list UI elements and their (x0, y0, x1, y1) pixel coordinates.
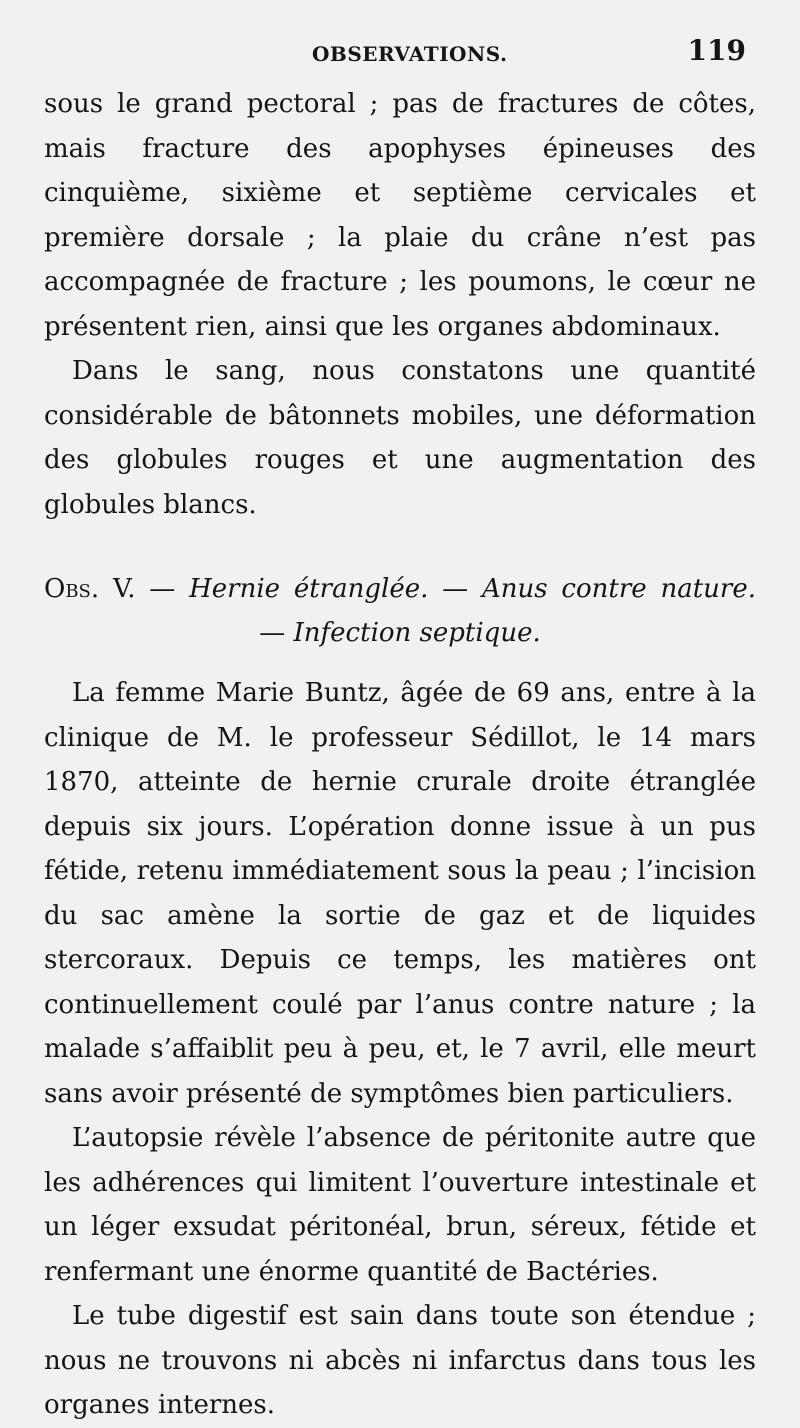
observation-title-infection: Infection septique. (293, 618, 541, 648)
paragraph-continuation: sous le grand pectoral ; pas de fractures de côtes, mais fracture des apophyses épineuses des cinquième, sixième et septième cervicales et première dorsale ; la plaie du crâne n’est pas accompagnée de fracture ; les poumons, le cœur ne présentent rien, ainsi que les organes abdominaux. (44, 89, 756, 342)
running-title: OBSERVATIONS. (312, 42, 508, 66)
observation-heading-line-2 (44, 611, 756, 655)
observation-dash: — (135, 574, 190, 604)
observation-title-anus: Anus contre nature. (482, 574, 756, 604)
paragraph-autopsy: L’autopsie révèle l’absence de péritonite autre que les adhérences qui limitent l’ouverture intestinale et un léger exsudat péritonéal, brun, séreux, fétide et renfermant une énorme quantité de Bactéries. (44, 1123, 756, 1287)
observation-title-hernie: Hernie étranglée. (189, 574, 429, 604)
observation-dash: — (259, 618, 294, 648)
page-body (44, 82, 756, 1428)
page-header (44, 30, 756, 82)
observation-dash: — (428, 574, 482, 604)
page-number: 119 (687, 34, 746, 67)
paragraph-blood-findings: Dans le sang, nous constatons une quantité considérable de bâtonnets mobiles, une déformation des globules rouges et une augmentation des globules blancs. (44, 356, 756, 520)
observation-heading (44, 567, 756, 655)
observation-label: Obs. V. (44, 574, 136, 604)
observation-heading-line-1 (44, 567, 756, 611)
paragraph-digestive-tract: Le tube digestif est sain dans toute son étendue ; nous ne trouvons ni abcès ni infarctus dans tous les organes internes. (44, 1301, 756, 1420)
paragraph-case-history: La femme Marie Buntz, âgée de 69 ans, entre à la clinique de M. le professeur Sédillot, le 14 mars 1870, atteinte de hernie crurale droite étranglée depuis six jours. L’opération donne issue à un pus fétide, retenu immédiatement sous la peau ; l’incision du sac amène la sortie de gaz et de liquides stercoraux. Depuis ce temps, les matières ont continuellement coulé par l’anus contre nature ; la malade s’affaiblit peu à peu, et, le 7 avril, elle meurt sans avoir présenté de symptômes bien particuliers. (44, 678, 756, 1109)
